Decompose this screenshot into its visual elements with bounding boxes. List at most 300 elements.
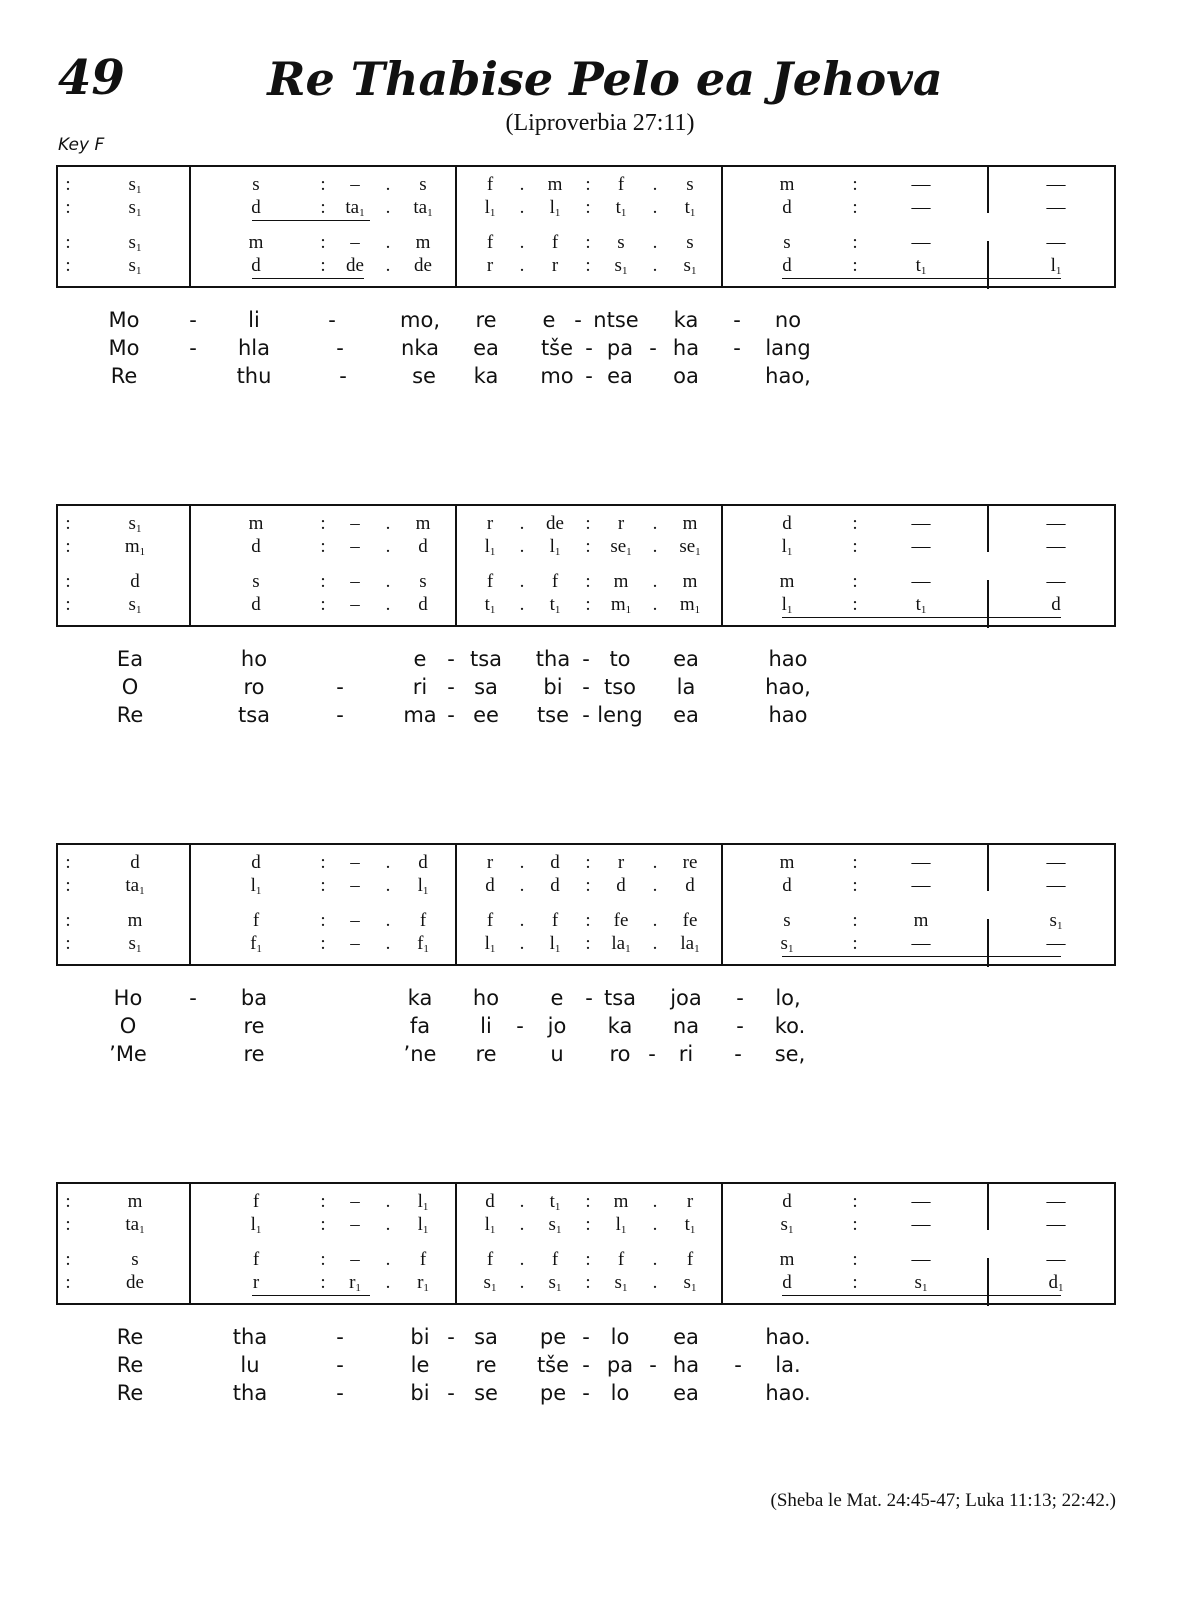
solfa-note: $la_1$	[680, 933, 700, 955]
solfa-note: .	[385, 255, 391, 276]
lyric-syllable: no	[774, 308, 802, 332]
solfa-note: s	[686, 174, 694, 195]
solfa-note: f	[551, 1249, 559, 1270]
solfa-note: .	[385, 852, 391, 873]
footer-references: (Sheba le Mat. 24:45-47; Luka 11:13; 22:42.)	[770, 1490, 1116, 1511]
solfa-note: d	[485, 1191, 495, 1212]
solfa-note: s	[686, 232, 694, 253]
lyric-syllable: -	[649, 336, 657, 360]
barline	[455, 167, 457, 286]
solfa-note: s	[252, 174, 260, 195]
barline	[987, 919, 989, 967]
solfa-note: $l_1$	[417, 1214, 429, 1236]
solfa-note: d	[130, 852, 140, 873]
solfa-note: —	[911, 852, 931, 873]
solfa-note: :	[585, 571, 591, 592]
solfa-note: m	[127, 1191, 143, 1212]
solfa-note: f	[551, 571, 559, 592]
solfa-note: d	[251, 255, 261, 276]
lyric-syllable: joa	[670, 986, 702, 1010]
scripture-reference: (Liproverbia 27:11)	[505, 110, 695, 136]
lyric-syllable: re	[243, 1042, 265, 1066]
solfa-note: .	[652, 174, 658, 195]
solfa-note: d	[251, 536, 261, 557]
lyric-syllable: thu	[236, 364, 272, 388]
solfa-note: –	[350, 852, 360, 873]
solfa-note: :	[65, 1272, 71, 1293]
score-system-2	[56, 504, 1116, 627]
lyric-syllable: tha	[232, 1381, 268, 1405]
lyric-syllable: re	[243, 1014, 265, 1038]
solfa-note: $l_1$	[484, 536, 496, 558]
lyric-syllable: tše	[536, 1353, 570, 1377]
solfa-note: r	[486, 255, 494, 276]
lyric-syllable: -	[339, 364, 347, 388]
solfa-note: d	[251, 197, 261, 218]
lyric-syllable: -	[736, 1014, 744, 1038]
lyric-syllable: -	[328, 308, 336, 332]
lyric-syllable: e	[550, 986, 564, 1010]
lyric-syllable: to	[609, 647, 631, 671]
solfa-note: re	[682, 852, 698, 873]
solfa-note: $s_1$	[914, 1272, 928, 1294]
lyric-syllable: la.	[775, 1353, 801, 1377]
solfa-note: .	[652, 594, 658, 615]
slur-underline	[252, 1295, 370, 1296]
barline	[189, 845, 191, 964]
solfa-note: .	[519, 933, 525, 954]
solfa-note: –	[350, 594, 360, 615]
solfa-note: :	[320, 571, 326, 592]
solfa-note: :	[320, 197, 326, 218]
barline	[721, 506, 723, 625]
solfa-note: –	[350, 1249, 360, 1270]
solfa-note: $r_1$	[349, 1272, 361, 1294]
solfa-note: m	[779, 571, 795, 592]
solfa-note: $ta_1$	[413, 197, 433, 219]
solfa-note: —	[1046, 174, 1066, 195]
lyric-syllable: ea	[673, 703, 699, 727]
solfa-note: f	[686, 1249, 694, 1270]
barline	[455, 1184, 457, 1303]
solfa-note: $s_1$	[1049, 910, 1063, 932]
solfa-note: s	[783, 910, 791, 931]
solfa-note: $l_1$	[484, 197, 496, 219]
solfa-note: :	[585, 852, 591, 873]
lyric-syllable: mo,	[400, 308, 440, 332]
solfa-note: $s_1$	[548, 1214, 562, 1236]
solfa-note: r	[486, 513, 494, 534]
solfa-note: $s_1$	[128, 232, 142, 254]
solfa-note: $s_1$	[128, 513, 142, 535]
lyric-syllable: -	[447, 703, 455, 727]
solfa-note: $s_1$	[128, 197, 142, 219]
lyric-syllable: -	[733, 336, 741, 360]
solfa-note: :	[320, 1249, 326, 1270]
solfa-note: m	[613, 571, 629, 592]
lyric-syllable: -	[336, 336, 344, 360]
solfa-note: $la_1$	[611, 933, 631, 955]
lyric-syllable: -	[336, 1381, 344, 1405]
solfa-note: m	[779, 1249, 795, 1270]
lyric-syllable: -	[649, 1353, 657, 1377]
solfa-note: d	[550, 875, 560, 896]
solfa-note: —	[911, 513, 931, 534]
solfa-note: $t_1$	[484, 594, 496, 616]
score-system-3	[56, 843, 1116, 966]
lyric-syllable: Mo	[108, 336, 140, 360]
lyric-syllable: -	[736, 986, 744, 1010]
solfa-note: .	[385, 571, 391, 592]
solfa-note: .	[519, 875, 525, 896]
solfa-note: .	[652, 1191, 658, 1212]
solfa-note: :	[852, 174, 858, 195]
lyric-syllable: ’Me	[109, 1042, 147, 1066]
solfa-note: —	[911, 875, 931, 896]
solfa-note: :	[852, 536, 858, 557]
solfa-note: —	[1046, 1191, 1066, 1212]
barline	[987, 241, 989, 289]
solfa-note: :	[65, 571, 71, 592]
solfa-note: d	[782, 1191, 792, 1212]
solfa-note: f	[486, 1249, 494, 1270]
lyric-syllable: fa	[409, 1014, 431, 1038]
solfa-note: $m_1$	[610, 594, 632, 616]
solfa-note: :	[585, 513, 591, 534]
solfa-note: s	[783, 232, 791, 253]
solfa-note: –	[350, 174, 360, 195]
lyric-syllable: sa	[474, 675, 498, 699]
solfa-note: :	[65, 933, 71, 954]
lyric-syllable: O	[119, 1014, 137, 1038]
solfa-note: r	[252, 1272, 260, 1293]
solfa-note: $l_1$	[417, 875, 429, 897]
solfa-note: f	[617, 1249, 625, 1270]
solfa-note: :	[65, 232, 71, 253]
solfa-note: :	[585, 594, 591, 615]
solfa-note: .	[385, 513, 391, 534]
solfa-note: :	[852, 910, 858, 931]
solfa-note: f	[551, 910, 559, 931]
slur-underline	[782, 278, 1061, 279]
lyric-syllable: tše	[540, 336, 574, 360]
solfa-note: .	[385, 1214, 391, 1235]
solfa-note: .	[652, 255, 658, 276]
solfa-note: .	[385, 875, 391, 896]
solfa-note: m	[127, 910, 143, 931]
lyric-syllable: Re	[116, 1381, 144, 1405]
lyric-syllable: -	[585, 364, 593, 388]
solfa-note: $l_1$	[549, 536, 561, 558]
solfa-note: d	[550, 852, 560, 873]
solfa-note: .	[385, 232, 391, 253]
lyric-syllable: lo	[610, 1325, 630, 1349]
solfa-note: d	[418, 852, 428, 873]
solfa-note: :	[320, 232, 326, 253]
lyric-syllable: hao	[768, 647, 808, 671]
lyric-syllable: -	[582, 1381, 590, 1405]
solfa-note: —	[911, 1214, 931, 1235]
solfa-note: :	[585, 232, 591, 253]
solfa-note: —	[1046, 197, 1066, 218]
solfa-note: :	[65, 852, 71, 873]
solfa-note: $r_1$	[417, 1272, 429, 1294]
solfa-note: —	[1046, 571, 1066, 592]
solfa-note: —	[911, 536, 931, 557]
key-signature: Key F	[58, 135, 105, 155]
lyric-syllable: ka	[407, 986, 433, 1010]
solfa-note: m	[779, 852, 795, 873]
solfa-note: –	[350, 933, 360, 954]
solfa-note: :	[65, 536, 71, 557]
solfa-note: r	[617, 513, 625, 534]
solfa-note: m	[613, 1191, 629, 1212]
solfa-note: fe	[682, 910, 698, 931]
solfa-note: $s_1$	[614, 1272, 628, 1294]
solfa-note: f	[551, 232, 559, 253]
barline	[189, 506, 191, 625]
solfa-note: m	[248, 232, 264, 253]
lyric-syllable: ha	[672, 336, 700, 360]
solfa-note: d	[782, 1272, 792, 1293]
solfa-note: $s_1$	[683, 255, 697, 277]
lyric-syllable: ha	[672, 1353, 700, 1377]
lyric-syllable: se	[412, 364, 436, 388]
solfa-note: $l_1$	[781, 536, 793, 558]
solfa-note: f	[486, 174, 494, 195]
lyric-syllable: -	[189, 336, 197, 360]
slur-underline	[252, 220, 370, 221]
solfa-note: —	[1046, 875, 1066, 896]
solfa-note: .	[519, 197, 525, 218]
lyric-syllable: li	[248, 308, 260, 332]
solfa-note: $l_1$	[615, 1214, 627, 1236]
lyric-syllable: -	[516, 1014, 524, 1038]
solfa-note: $t_1$	[684, 1214, 696, 1236]
solfa-note: r	[617, 852, 625, 873]
solfa-note: $l_1$	[1050, 255, 1062, 277]
solfa-note: d	[782, 255, 792, 276]
solfa-note: $l_1$	[549, 197, 561, 219]
slur-underline	[252, 278, 364, 279]
solfa-note: :	[585, 174, 591, 195]
solfa-note: .	[385, 174, 391, 195]
barline	[721, 845, 723, 964]
solfa-note: .	[519, 174, 525, 195]
lyric-syllable: pa	[606, 1353, 634, 1377]
lyric-syllable: re	[475, 308, 497, 332]
solfa-note: d	[685, 875, 695, 896]
lyric-syllable: ro	[243, 675, 265, 699]
solfa-note: .	[385, 1191, 391, 1212]
lyric-syllable: ri	[678, 1042, 694, 1066]
lyric-syllable: Ho	[113, 986, 143, 1010]
lyric-syllable: ea	[673, 1381, 699, 1405]
solfa-note: .	[519, 852, 525, 873]
solfa-note: $s_1$	[614, 255, 628, 277]
solfa-note: .	[385, 536, 391, 557]
barline	[721, 1184, 723, 1303]
solfa-note: r	[686, 1191, 694, 1212]
solfa-note: .	[519, 594, 525, 615]
solfa-note: d	[782, 197, 792, 218]
lyric-syllable: le	[410, 1353, 430, 1377]
solfa-note: f	[252, 1249, 260, 1270]
solfa-note: :	[320, 933, 326, 954]
lyric-syllable: Mo	[108, 308, 140, 332]
solfa-note: :	[585, 197, 591, 218]
solfa-note: .	[519, 910, 525, 931]
solfa-note: d	[418, 594, 428, 615]
solfa-note: —	[911, 197, 931, 218]
solfa-note: d	[130, 571, 140, 592]
solfa-note: $s_1$	[483, 1272, 497, 1294]
barline	[987, 1258, 989, 1306]
solfa-note: .	[652, 1214, 658, 1235]
lyric-syllable: hao	[768, 703, 808, 727]
lyric-syllable: -	[336, 1325, 344, 1349]
solfa-note: .	[385, 933, 391, 954]
solfa-note: :	[320, 174, 326, 195]
solfa-note: :	[585, 255, 591, 276]
solfa-note: :	[852, 933, 858, 954]
lyric-syllable: ba	[240, 986, 268, 1010]
barline	[721, 167, 723, 286]
lyric-syllable: ma	[403, 703, 437, 727]
solfa-note: m	[682, 513, 698, 534]
lyric-syllable: tse	[536, 703, 570, 727]
solfa-note: r	[486, 852, 494, 873]
lyric-syllable: -	[648, 1042, 656, 1066]
solfa-note: $s_1$	[128, 174, 142, 196]
solfa-note: .	[519, 232, 525, 253]
solfa-note: —	[1046, 513, 1066, 534]
barline	[987, 167, 989, 213]
lyric-syllable: re	[475, 1353, 497, 1377]
lyric-syllable: Re	[116, 703, 144, 727]
solfa-note: :	[852, 197, 858, 218]
solfa-note: :	[852, 232, 858, 253]
score-system-1	[56, 165, 1116, 288]
lyric-syllable: -	[189, 986, 197, 1010]
solfa-note: —	[1046, 536, 1066, 557]
solfa-note: d	[782, 513, 792, 534]
solfa-note: —	[911, 933, 931, 954]
solfa-note: :	[852, 255, 858, 276]
lyric-syllable: Ea	[116, 647, 144, 671]
barline	[987, 845, 989, 891]
solfa-note: –	[350, 1191, 360, 1212]
solfa-note: :	[320, 875, 326, 896]
solfa-note: m	[415, 232, 431, 253]
solfa-note: –	[350, 1214, 360, 1235]
solfa-note: $s_1$	[548, 1272, 562, 1294]
solfa-note: d	[616, 875, 626, 896]
solfa-note: fe	[613, 910, 629, 931]
lyric-syllable: Re	[110, 364, 138, 388]
solfa-note: d	[485, 875, 495, 896]
lyric-syllable: ro	[609, 1042, 631, 1066]
solfa-note: :	[65, 174, 71, 195]
lyric-syllable: la	[676, 675, 696, 699]
solfa-note: :	[585, 875, 591, 896]
solfa-note: :	[65, 910, 71, 931]
lyric-syllable: oa	[673, 364, 699, 388]
slur-underline	[782, 956, 1061, 957]
lyric-syllable: tso	[603, 675, 637, 699]
lyric-syllable: se,	[774, 1042, 806, 1066]
solfa-note: :	[852, 594, 858, 615]
lyric-syllable: li	[480, 1014, 492, 1038]
lyric-syllable: O	[121, 675, 139, 699]
solfa-note: :	[320, 513, 326, 534]
lyric-syllable: -	[447, 647, 455, 671]
barline	[987, 580, 989, 628]
solfa-note: :	[852, 1249, 858, 1270]
solfa-note: $se_1$	[610, 536, 632, 558]
solfa-note: .	[519, 1272, 525, 1293]
lyric-syllable: -	[189, 308, 197, 332]
lyric-syllable: ea	[673, 647, 699, 671]
solfa-note: –	[350, 910, 360, 931]
solfa-note: s	[419, 571, 427, 592]
lyric-syllable: -	[734, 1042, 742, 1066]
lyric-syllable: pa	[606, 336, 634, 360]
lyric-syllable: ka	[473, 364, 499, 388]
barline	[455, 845, 457, 964]
solfa-note: s	[131, 1249, 139, 1270]
lyric-syllable: re	[475, 1042, 497, 1066]
solfa-note: :	[65, 255, 71, 276]
lyric-syllable: hao,	[765, 675, 811, 699]
solfa-note: de	[414, 255, 432, 276]
solfa-note: $t_1$	[615, 197, 627, 219]
solfa-note: :	[852, 1214, 858, 1235]
solfa-note: m	[779, 174, 795, 195]
solfa-note: .	[652, 197, 658, 218]
lyric-syllable: ka	[607, 1014, 633, 1038]
lyric-syllable: mo	[540, 364, 574, 388]
lyric-syllable: ka	[673, 308, 699, 332]
lyric-syllable: -	[336, 675, 344, 699]
lyric-syllable: -	[734, 1353, 742, 1377]
solfa-note: $l_1$	[250, 875, 262, 897]
lyric-syllable: -	[336, 1353, 344, 1377]
lyric-syllable: -	[336, 703, 344, 727]
solfa-note: .	[385, 1272, 391, 1293]
barline	[455, 506, 457, 625]
solfa-note: .	[519, 536, 525, 557]
solfa-note: —	[1046, 1214, 1066, 1235]
lyric-syllable: ri	[412, 675, 428, 699]
lyric-syllable: -	[447, 1325, 455, 1349]
lyric-syllable: u	[550, 1042, 564, 1066]
solfa-note: $se_1$	[679, 536, 701, 558]
lyric-syllable: pe	[539, 1381, 567, 1405]
lyric-syllable: se	[474, 1381, 498, 1405]
solfa-note: $s_1$	[780, 933, 794, 955]
solfa-note: .	[519, 1249, 525, 1270]
solfa-note: f	[486, 910, 494, 931]
solfa-note: d	[418, 536, 428, 557]
solfa-note: :	[320, 594, 326, 615]
solfa-note: r	[551, 255, 559, 276]
solfa-note: f	[419, 1249, 427, 1270]
solfa-note: :	[320, 852, 326, 873]
lyric-syllable: hla	[237, 336, 271, 360]
lyric-syllable: ea	[473, 336, 499, 360]
song-title: Re Thabise Pelo ea Jehova	[267, 52, 943, 106]
